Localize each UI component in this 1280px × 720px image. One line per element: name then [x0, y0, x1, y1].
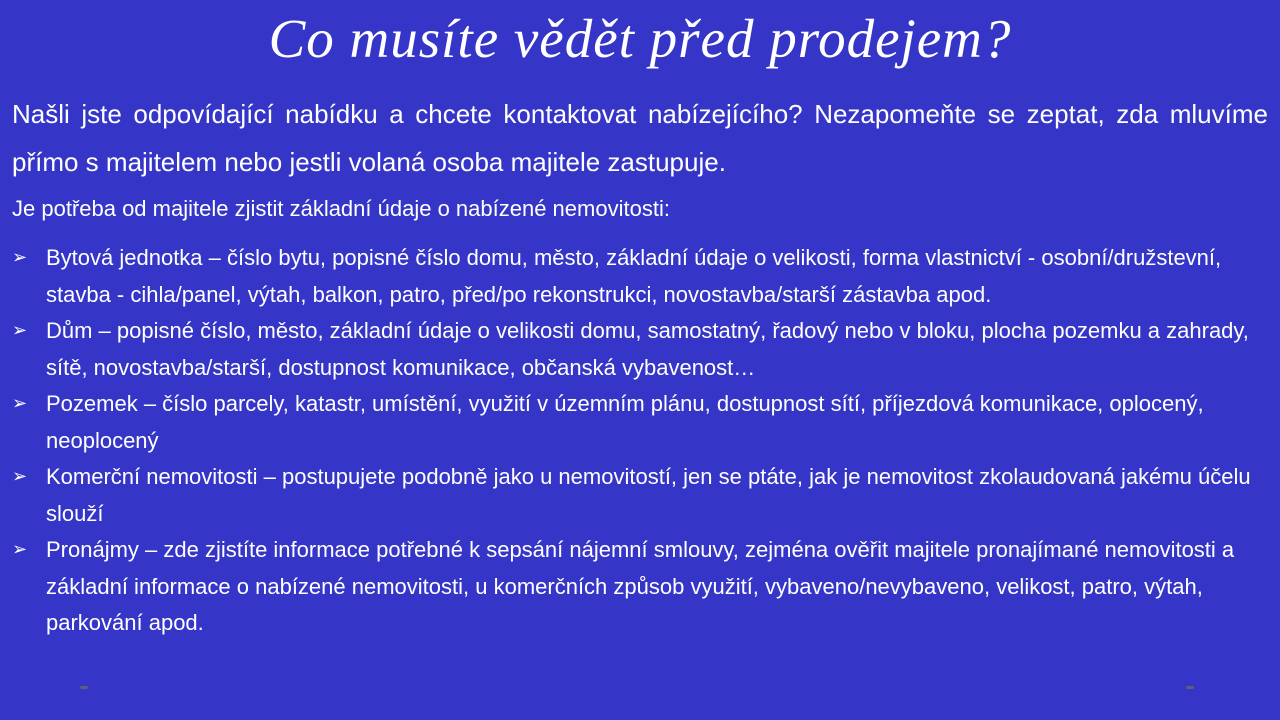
bullet-text: Komerční nemovitosti – postupujete podobně jako u nemovitostí, jen se ptáte, jak je nemovitost zkolaudovaná jakému účelu slouží — [46, 464, 1251, 526]
decorative-dot — [80, 686, 88, 689]
arrow-bullet-icon: ➢ — [12, 320, 28, 341]
arrow-bullet-icon: ➢ — [12, 466, 28, 487]
list-item-house — [0, 313, 1280, 386]
lead-paragraph: Je potřeba od majitele zjistit základní údaje o nabízené nemovitosti: — [12, 196, 670, 221]
list-item-land — [0, 386, 1280, 459]
list-item-rentals — [0, 532, 1280, 642]
decorative-dot — [1186, 686, 1194, 689]
bullet-text: Pronájmy – zde zjistíte informace potřebné k sepsání nájemní smlouvy, zejména ověřit majitele pronajímané nemovitosti a základní informace o nabízené nemovitosti, u komerčních způsob využití, vybaveno/nevybaveno, velikost, patro, výtah, parkování apod. — [46, 537, 1235, 635]
slide-title: Co musíte vědět před prodejem? — [268, 8, 1012, 69]
intro-paragraph: Našli jste odpovídající nabídku a chcete kontaktovat nabízejícího? Nezapomeňte se zeptat, zda mluvíme přímo s majitelem nebo jestli volaná osoba majitele zastupuje. — [12, 99, 1268, 177]
arrow-bullet-icon: ➢ — [12, 539, 28, 560]
bullet-list — [0, 240, 1280, 642]
list-item-apartment — [0, 240, 1280, 313]
bullet-text: Dům – popisné číslo, město, základní údaje o velikosti domu, samostatný, řadový nebo v bloku, plocha pozemku a zahrady, sítě, novostavba/starší, dostupnost komunikace, občanská vybavenost… — [46, 318, 1249, 380]
bullet-text: Bytová jednotka – číslo bytu, popisné číslo domu, město, základní údaje o velikosti, forma vlastnictví - osobní/družstevní, stavba - cihla/panel, výtah, balkon, patro, před/po rekonstrukci, novostavba/starší zástavba apod. — [46, 245, 1222, 307]
list-item-commercial — [0, 459, 1280, 532]
bullet-text: Pozemek – číslo parcely, katastr, umístění, využití v územním plánu, dostupnost sítí, příjezdová komunikace, oplocený, neoplocený — [46, 391, 1204, 453]
arrow-bullet-icon: ➢ — [12, 393, 28, 414]
arrow-bullet-icon: ➢ — [12, 247, 28, 268]
